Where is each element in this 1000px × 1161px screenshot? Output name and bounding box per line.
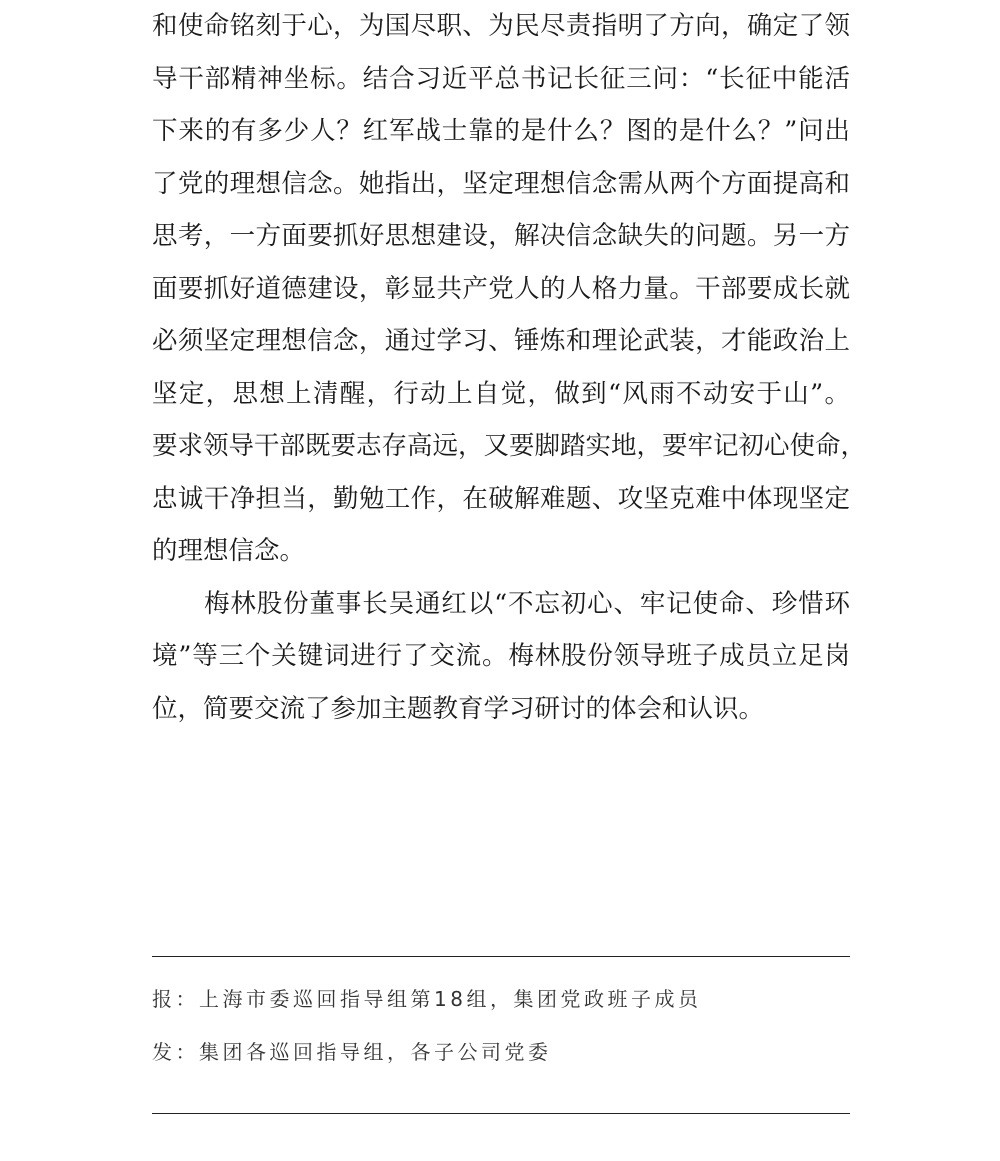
text-line: 忠诚干净担当，勤勉工作，在破解难题、攻坚克难中体现坚定	[152, 483, 850, 514]
text-line: 梅林股份董事长吴通红以“不忘初心、牢记使命、珍惜环	[204, 588, 850, 619]
report-to-line: 报：上海市委巡回指导组第18组，集团党政班子成员	[152, 987, 702, 1011]
paragraph	[152, 0, 867, 578]
text-line: 要求领导干部既要志存高远，又要脚踏实地，要牢记初心使命，	[152, 431, 867, 461]
text-line: 面要抓好道德建设，彰显共产党人的人格力量。干部要成长就	[152, 273, 850, 304]
divider-bottom	[152, 1113, 850, 1114]
text-line: 下来的有多少人？红军战士靠的是什么？图的是什么？”问出	[152, 116, 850, 146]
paragraph	[152, 578, 850, 736]
document-body	[152, 0, 867, 735]
text-line: 了党的理想信念。她指出，坚定理想信念需从两个方面提高和	[152, 168, 850, 199]
text-line: 坚定，思想上清醒，行动上自觉，做到“风雨不动安于山”。	[152, 378, 850, 409]
text-line: 思考，一方面要抓好思想建设，解决信念缺失的问题。另一方	[152, 221, 850, 251]
send-to-line: 发：集团各巡回指导组，各子公司党委	[152, 1040, 552, 1064]
text-line: 和使命铭刻于心，为国尽职、为民尽责指明了方向，确定了领	[152, 11, 850, 41]
text-line: 位，简要交流了参加主题教育学习研讨的体会和认识。	[152, 693, 765, 724]
text-line: 的理想信念。	[152, 536, 306, 566]
text-line: 必须坚定理想信念，通过学习、锤炼和理论武装，才能政治上	[152, 326, 850, 356]
text-line: 导干部精神坐标。结合习近平总书记长征三问：“长征中能活	[152, 63, 850, 94]
divider-top	[152, 956, 850, 957]
text-line: 境”等三个关键词进行了交流。梅林股份领导班子成员立足岗	[152, 641, 850, 671]
